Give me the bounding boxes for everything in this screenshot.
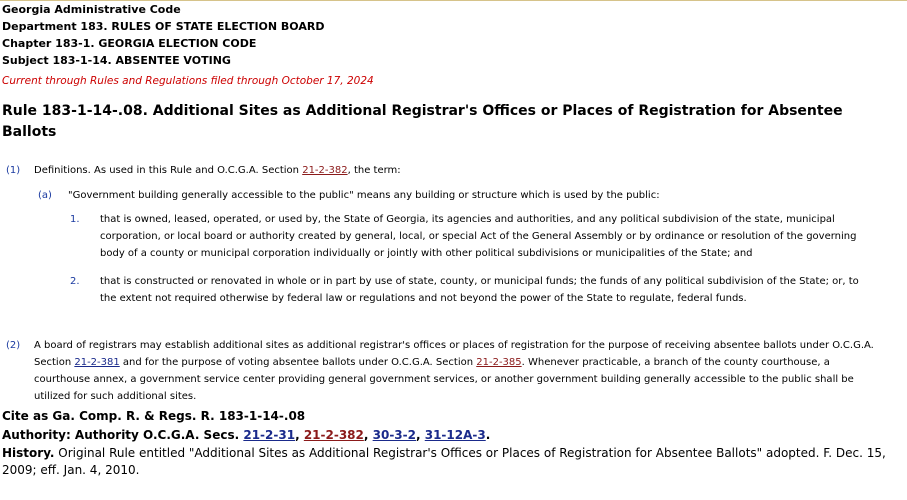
item-2-text: that is constructed or renovated in whole or in part by use of state, county, or municipal funds; the funds of any political subdivision of the State; or, to the extent not required otherwise by federal law or regulations and not beyond the power of the State to regulate, federal funds. [100,276,859,304]
link-21-2-381[interactable]: 21-2-381 [74,357,120,368]
subsection-a-text: "Government building generally accessible to the public" means any building or structure which is used by the public: [68,190,660,201]
section-2-text-2: and for the purpose of voting absentee ballots under O.C.G.A. Section [119,357,477,368]
rule-title: Rule 183-1-14-.08. Additional Sites as Additional Registrar's Offices or Places of Registration for Absentee Ballots [2,103,843,140]
section-1-text [34,162,894,179]
authority-label: Authority: Authority O.C.G.A. Secs. [2,428,244,442]
history-line [2,445,897,479]
section-2-text-1: A board of registrars may establish additional sites as additional registrar's offices or places of registration for the purpose of receiving absentee ballots under O.C.G.A. Section [34,340,874,368]
item-1-number: 1. [70,214,80,225]
subject-heading: Subject 183-1-14. ABSENTEE VOTING [2,54,231,67]
authority-link-30-3-2[interactable]: 30-3-2 [372,428,416,442]
history-text: Original Rule entitled "Additional Sites as Additional Registrar's Offices or Places of Registration for Absentee Ballots" adopted. F. Dec. 15, 2009; eff. Jan. 4, 2010. [2,446,886,477]
section-2-number: (2) [6,340,21,351]
section-2-text-3: . Whenever practicable, a branch of the county courthouse, a courthouse annex, a government service center providing general government services, or another government building generally accessible to the public shall be utilized for such additional sites. [34,357,854,402]
subsection-a-number: (a) [38,190,52,201]
current-through-note: Current through Rules and Regulations filed through October 17, 2024 [2,75,374,87]
item-2-number: 2. [70,276,80,287]
link-21-2-382[interactable]: 21-2-382 [302,165,348,176]
link-21-2-385[interactable]: 21-2-385 [476,357,522,368]
section-1-text-before: Definitions. As used in this Rule and O.C.G.A. Section [34,165,303,176]
authority-link-21-2-382[interactable]: 21-2-382 [303,428,364,442]
authority-line [2,427,490,444]
section-1-number: (1) [6,165,21,176]
history-label: History. [2,446,55,460]
code-heading: Georgia Administrative Code [2,3,181,16]
section-2-text [34,337,884,405]
section-1-text-after: , the term: [347,165,401,176]
cite-as: Cite as Ga. Comp. R. & Regs. R. 183-1-14-.08 [2,409,306,423]
top-border [0,0,907,1]
authority-sep: , [363,428,373,442]
authority-link-21-2-31[interactable]: 21-2-31 [243,428,296,442]
chapter-heading: Chapter 183-1. GEORGIA ELECTION CODE [2,37,257,50]
department-heading: Department 183. RULES OF STATE ELECTION BOARD [2,20,325,33]
authority-sep: , [295,428,304,442]
authority-sep: , [415,428,425,442]
authority-end: . [485,428,491,442]
item-1-text: that is owned, leased, operated, or used by, the State of Georgia, its agencies and authorities, and any political subdivision of the state, municipal corporation, or local board or authority created by general, local, or special Act of the General Assembly or by ordinance or resolution of the governing body of a county or municipal corporation individually or jointly with other political subdivisions or municipalities of the State; and [100,214,857,259]
authority-link-31-12A-3[interactable]: 31-12A-3 [424,428,486,442]
